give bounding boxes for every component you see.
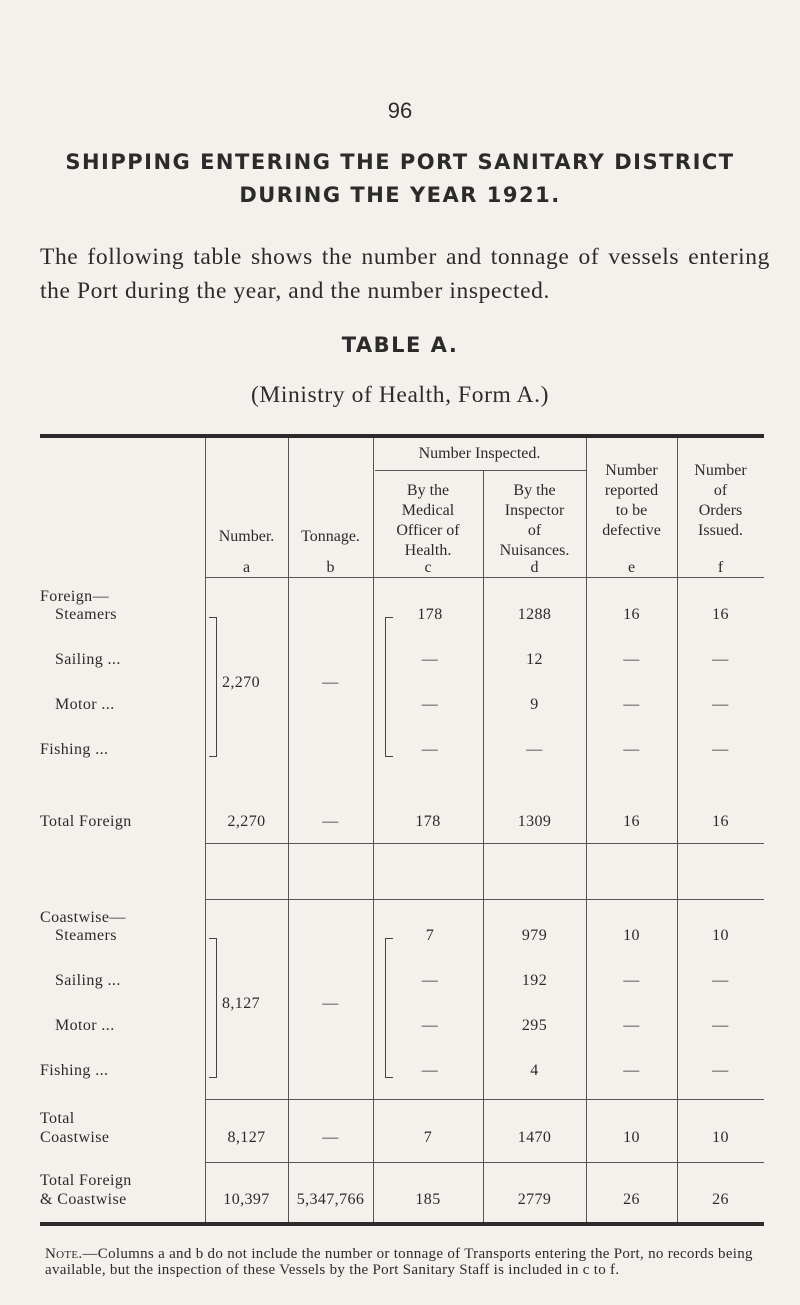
document-subtitle: DURING THE YEAR 1921.: [239, 183, 561, 207]
row-label: Sailing ...: [55, 651, 121, 668]
cell-d: —: [526, 741, 543, 758]
cell-e: —: [623, 696, 640, 713]
cell-c: —: [421, 972, 439, 989]
total-coastwise-f: 10: [712, 1129, 729, 1146]
left-brace: [385, 938, 393, 1078]
cell-f: —: [712, 1017, 729, 1034]
cell-d: 979: [521, 927, 548, 944]
cell-d: 12: [526, 651, 543, 668]
row-label: Fishing ...: [40, 1062, 109, 1079]
header-inspector-nuisances: By the Inspector of Nuisances.: [499, 482, 570, 559]
grand-total-label-line2: & Coastwise: [40, 1191, 127, 1208]
header-orders-issued: Number of Orders Issued.: [694, 462, 747, 539]
grouped-number: 8,127: [222, 995, 260, 1012]
header-medical-letter: c: [424, 559, 432, 576]
row-rule: [205, 1162, 764, 1163]
total-coastwise-c: 7: [423, 1129, 433, 1146]
header-tonnage: Tonnage.: [301, 528, 360, 545]
cell-e: —: [623, 651, 640, 668]
row-label: Steamers: [55, 606, 117, 623]
grand-total-d: 2779: [517, 1191, 552, 1208]
grand-total-label-line1: Total Foreign: [40, 1172, 132, 1189]
cell-f: —: [712, 972, 729, 989]
total-coastwise-label-line2: Coastwise: [40, 1129, 110, 1146]
cell-e: —: [623, 1017, 640, 1034]
header-medical-officer: By the Medical Officer of Health.: [396, 482, 460, 559]
cell-d: 1288: [517, 606, 552, 623]
note-text: —Columns a and b do not include the number or tonnage of Transports entering the Port, no records being available, but the inspection of these Vessels by the Port Sanitary Staff is included in c to f.: [45, 1246, 753, 1278]
cell-f: 10: [712, 927, 729, 944]
cell-c: —: [421, 741, 439, 758]
cell-f: 16: [712, 606, 729, 623]
grand-total-f: 26: [712, 1191, 729, 1208]
page-number: 96: [387, 98, 413, 123]
right-brace: [209, 938, 217, 1078]
header-number-inspected: Number Inspected.: [418, 445, 541, 462]
total-foreign-label: Total Foreign: [40, 813, 132, 830]
row-label: Motor ...: [55, 1017, 115, 1034]
header-number-letter: a: [242, 559, 251, 576]
total-coastwise-label-line1: Total: [40, 1110, 75, 1127]
cell-f: —: [712, 1062, 729, 1079]
row-label: Fishing ...: [40, 741, 109, 758]
header-number: Number.: [218, 528, 275, 545]
table-subtitle: (Ministry of Health, Form A.): [250, 382, 550, 408]
total-coastwise-e: 10: [623, 1129, 640, 1146]
grouped-tonnage: —: [322, 995, 339, 1012]
cell-e: 10: [623, 927, 640, 944]
cell-d: 192: [521, 972, 548, 989]
note-lead: Note.: [45, 1246, 83, 1262]
cell-c: —: [421, 1062, 439, 1079]
header-reported-defective: Number reported to be defective: [602, 462, 661, 539]
row-label: Sailing ...: [55, 972, 121, 989]
grand-total-b: 5,347,766: [296, 1191, 365, 1208]
row-rule: [205, 1099, 764, 1100]
row-rule: [205, 843, 764, 844]
total-foreign-f: 16: [712, 813, 729, 830]
total-foreign-c: 178: [415, 813, 441, 830]
inspected-underline: [375, 470, 586, 471]
coastwise-heading: Coastwise—: [40, 909, 126, 926]
cell-c: —: [421, 1017, 439, 1034]
total-foreign-b: —: [322, 813, 339, 830]
foreign-heading: Foreign—: [40, 588, 109, 605]
cell-f: —: [712, 651, 729, 668]
grand-total-a: 10,397: [223, 1191, 270, 1208]
header-orders-letter: f: [717, 559, 724, 576]
cell-d: 4: [530, 1062, 539, 1079]
grouped-tonnage: —: [322, 674, 339, 691]
row-label: Steamers: [55, 927, 117, 944]
cell-d: 295: [521, 1017, 548, 1034]
cell-c: 178: [417, 606, 443, 623]
cell-c: 7: [425, 927, 435, 944]
total-coastwise-b: —: [322, 1129, 339, 1146]
left-brace: [385, 617, 393, 757]
col-divider: [483, 470, 484, 1222]
header-inspector-letter: d: [530, 559, 539, 576]
grouped-number: 2,270: [222, 674, 260, 691]
cell-d: 9: [530, 696, 539, 713]
table-bottom-rule: [40, 1222, 764, 1226]
cell-e: —: [623, 741, 640, 758]
cell-f: —: [712, 741, 729, 758]
total-coastwise-a: 8,127: [227, 1129, 266, 1146]
cell-e: —: [623, 972, 640, 989]
table-footnote: [45, 1246, 765, 1278]
cell-e: —: [623, 1062, 640, 1079]
total-foreign-a: 2,270: [227, 813, 266, 830]
intro-paragraph: The following table shows the number and tonnage of vessels entering the Port during the year, and the number inspected.: [40, 244, 770, 304]
cell-c: —: [421, 651, 439, 668]
table-top-rule: [40, 434, 764, 438]
cell-c: —: [421, 696, 439, 713]
grand-total-e: 26: [623, 1191, 640, 1208]
right-brace: [209, 617, 217, 757]
total-foreign-d: 1309: [517, 813, 552, 830]
row-label: Motor ...: [55, 696, 115, 713]
header-tonnage-letter: b: [326, 559, 335, 576]
cell-e: 16: [623, 606, 640, 623]
row-rule: [205, 899, 764, 900]
total-coastwise-d: 1470: [517, 1129, 552, 1146]
grand-total-c: 185: [415, 1191, 441, 1208]
table-title: TABLE A.: [341, 333, 459, 357]
header-defective-letter: e: [627, 559, 636, 576]
total-foreign-e: 16: [623, 813, 640, 830]
cell-f: —: [712, 696, 729, 713]
document-title: SHIPPING ENTERING THE PORT SANITARY DISTRICT: [65, 150, 735, 174]
